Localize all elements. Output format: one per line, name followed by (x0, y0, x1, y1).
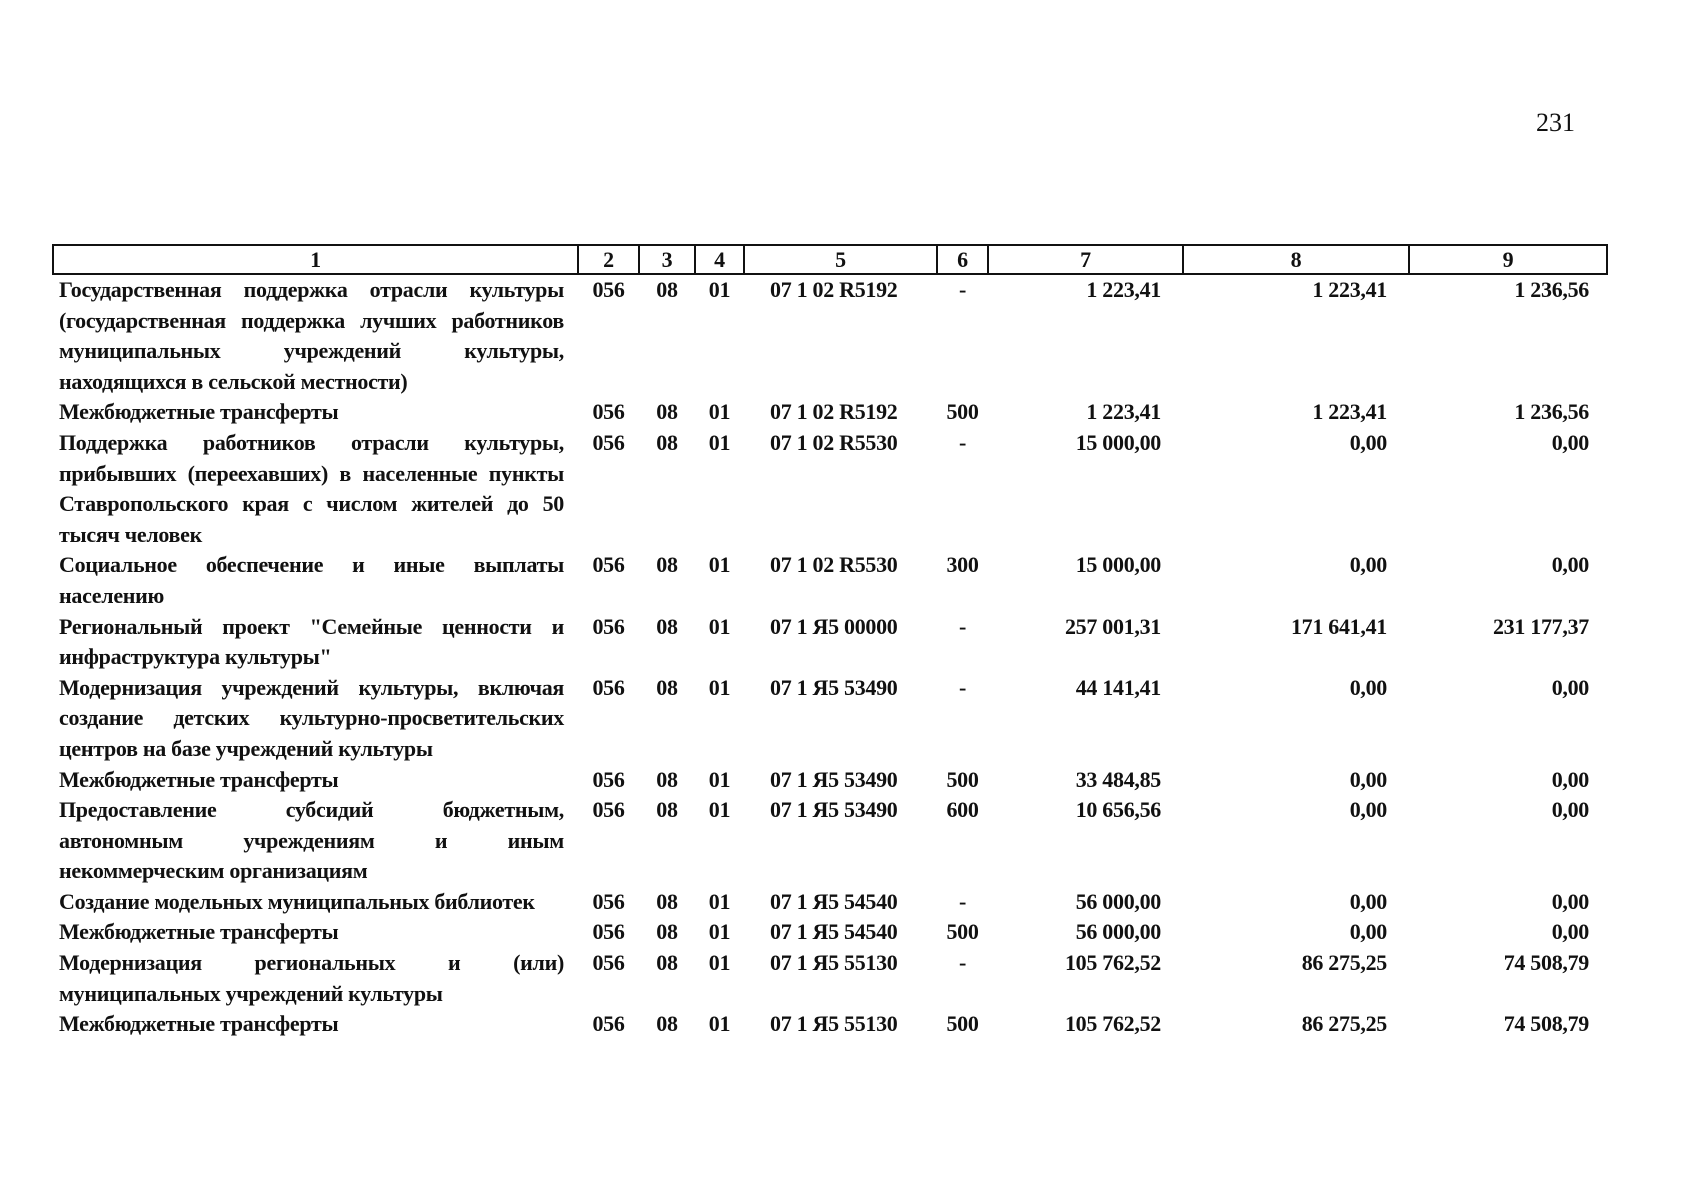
cell-amount-9: 0,00 (1551, 766, 1589, 792)
row-name: Государственная поддержка отрасли культуры (государственная поддержка лучших работников муниципальных учреждений культуры, находящихся в сельской местности) (59, 277, 564, 394)
cell-code-4: 01 (708, 277, 731, 302)
row-name: Межбюджетные трансферты (59, 766, 339, 792)
cell-code-2: 056 (592, 399, 625, 425)
cell-target-code: 07 1 Я5 55130 (770, 1011, 898, 1037)
cell-type-code: 500 (946, 919, 979, 945)
cell-amount-7: 44 141,41 (1075, 674, 1161, 700)
cell-amount-8: 0,00 (1349, 766, 1387, 792)
cell-code-2: 056 (592, 1011, 625, 1037)
cell-amount-7: 257 001,31 (1064, 613, 1161, 639)
header-row (53, 245, 1607, 274)
column-header: 6 (937, 245, 988, 274)
column-header: 3 (639, 245, 695, 274)
cell-target-code: 07 1 02 R5530 (770, 552, 898, 578)
cell-amount-8: 0,00 (1349, 888, 1387, 914)
cell-amount-8: 0,00 (1349, 552, 1387, 578)
cell-code-2: 056 (592, 552, 625, 578)
row-name: Межбюджетные трансферты (59, 1011, 339, 1037)
table-row (53, 1009, 1607, 1040)
cell-code-3: 08 (656, 429, 678, 455)
cell-target-code: 07 1 Я5 00000 (770, 613, 898, 639)
table-row (53, 765, 1607, 796)
cell-type-code: - (958, 429, 967, 455)
cell-amount-9: 1 236,56 (1514, 399, 1589, 425)
table-row (53, 612, 1607, 673)
row-name: Модернизация учреждений культуры, включая создание детских культурно-просветительских центров на базе учреждений культуры (59, 674, 564, 761)
cell-amount-9: 231 177,37 (1492, 613, 1589, 639)
cell-code-2: 056 (592, 429, 625, 455)
cell-code-4: 01 (708, 1011, 731, 1037)
cell-code-3: 08 (656, 888, 678, 914)
row-name: Предоставление субсидий бюджетным, автономным учреждениям и иным некоммерческим организациям (59, 797, 564, 884)
row-name: Межбюджетные трансферты (59, 399, 339, 425)
column-header: 2 (578, 245, 639, 274)
cell-amount-8: 0,00 (1349, 919, 1387, 945)
cell-amount-7: 56 000,00 (1075, 888, 1161, 914)
cell-code-3: 08 (656, 613, 678, 639)
cell-amount-8: 0,00 (1349, 429, 1387, 455)
column-header: 4 (695, 245, 744, 274)
table-row (53, 428, 1607, 550)
cell-type-code: - (958, 888, 967, 914)
cell-amount-7: 1 223,41 (1086, 399, 1161, 425)
cell-code-2: 056 (592, 613, 625, 639)
cell-amount-7: 10 656,56 (1075, 797, 1161, 823)
budget-table (52, 244, 1608, 1040)
cell-target-code: 07 1 02 R5530 (770, 429, 898, 455)
cell-amount-9: 0,00 (1551, 429, 1589, 455)
cell-type-code: 600 (946, 797, 979, 823)
table-row (53, 673, 1607, 765)
cell-type-code: - (958, 950, 967, 976)
cell-target-code: 07 1 Я5 55130 (770, 950, 898, 976)
cell-code-4: 01 (708, 613, 731, 639)
cell-amount-9: 0,00 (1551, 797, 1589, 823)
row-name: Региональный проект "Семейные ценности и инфраструктура культуры" (59, 613, 564, 670)
cell-amount-8: 86 275,25 (1301, 950, 1387, 976)
cell-code-2: 056 (592, 766, 625, 792)
cell-code-3: 08 (656, 1011, 678, 1037)
cell-target-code: 07 1 Я5 53490 (770, 766, 898, 792)
cell-amount-8: 1 223,41 (1312, 399, 1387, 425)
column-header: 9 (1409, 245, 1607, 274)
table-row (53, 887, 1607, 918)
cell-code-3: 08 (656, 399, 678, 425)
cell-target-code: 07 1 02 R5192 (770, 399, 898, 425)
table-row (53, 397, 1607, 428)
cell-code-3: 08 (656, 277, 678, 302)
cell-amount-8: 1 223,41 (1312, 277, 1387, 302)
cell-code-3: 08 (656, 552, 678, 578)
cell-target-code: 07 1 02 R5192 (770, 277, 898, 302)
cell-code-2: 056 (592, 919, 625, 945)
cell-amount-9: 1 236,56 (1514, 277, 1589, 302)
table-body (53, 274, 1607, 1040)
table-row (53, 917, 1607, 948)
column-header: 5 (744, 245, 937, 274)
cell-amount-9: 74 508,79 (1503, 1011, 1589, 1037)
row-name: Межбюджетные трансферты (59, 919, 339, 945)
cell-amount-9: 0,00 (1551, 674, 1589, 700)
cell-code-2: 056 (592, 674, 625, 700)
cell-amount-9: 0,00 (1551, 888, 1589, 914)
cell-code-2: 056 (592, 797, 625, 823)
cell-code-2: 056 (592, 950, 625, 976)
cell-amount-7: 105 762,52 (1064, 1011, 1161, 1037)
cell-code-3: 08 (656, 797, 678, 823)
cell-code-4: 01 (708, 919, 731, 945)
cell-code-2: 056 (592, 277, 625, 302)
cell-target-code: 07 1 Я5 53490 (770, 797, 898, 823)
cell-amount-8: 0,00 (1349, 797, 1387, 823)
cell-amount-8: 171 641,41 (1290, 613, 1387, 639)
cell-code-4: 01 (708, 429, 731, 455)
row-name: Создание модельных муниципальных библиотек (59, 888, 535, 914)
cell-amount-7: 56 000,00 (1075, 919, 1161, 945)
cell-target-code: 07 1 Я5 53490 (770, 674, 898, 700)
cell-code-4: 01 (708, 797, 731, 823)
cell-amount-8: 86 275,25 (1301, 1011, 1387, 1037)
row-name: Социальное обеспечение и иные выплаты населению (59, 552, 564, 608)
table-row (53, 948, 1607, 1009)
column-header: 1 (53, 245, 578, 274)
table-row (53, 550, 1607, 611)
cell-amount-9: 74 508,79 (1503, 950, 1589, 976)
cell-code-4: 01 (708, 399, 731, 425)
row-name: Модернизация региональных и (или) муниципальных учреждений культуры (59, 950, 564, 1006)
table-row (53, 274, 1607, 397)
cell-amount-7: 33 484,85 (1075, 766, 1161, 792)
cell-code-3: 08 (656, 950, 678, 976)
cell-target-code: 07 1 Я5 54540 (770, 919, 898, 945)
cell-type-code: 300 (946, 552, 979, 578)
cell-type-code: 500 (946, 399, 979, 425)
cell-type-code: - (958, 674, 967, 700)
cell-type-code: - (958, 613, 967, 639)
cell-amount-7: 105 762,52 (1064, 950, 1161, 976)
cell-target-code: 07 1 Я5 54540 (770, 888, 898, 914)
cell-code-3: 08 (656, 674, 678, 700)
cell-amount-9: 0,00 (1551, 552, 1589, 578)
column-header: 8 (1183, 245, 1409, 274)
cell-code-3: 08 (656, 766, 678, 792)
cell-code-4: 01 (708, 950, 731, 976)
cell-code-4: 01 (708, 552, 731, 578)
cell-type-code: - (958, 277, 967, 302)
cell-type-code: 500 (946, 766, 979, 792)
cell-amount-7: 1 223,41 (1086, 277, 1161, 302)
cell-type-code: 500 (946, 1011, 979, 1037)
cell-code-4: 01 (708, 766, 731, 792)
cell-amount-7: 15 000,00 (1075, 429, 1161, 455)
cell-code-4: 01 (708, 674, 731, 700)
column-header: 7 (988, 245, 1183, 274)
cell-code-4: 01 (708, 888, 731, 914)
cell-code-3: 08 (656, 919, 678, 945)
cell-amount-9: 0,00 (1551, 919, 1589, 945)
page-number: 231 (1536, 108, 1575, 137)
table-row (53, 795, 1607, 887)
cell-amount-7: 15 000,00 (1075, 552, 1161, 578)
cell-code-2: 056 (592, 888, 625, 914)
cell-amount-8: 0,00 (1349, 674, 1387, 700)
row-name: Поддержка работников отрасли культуры, прибывших (переехавших) в населенные пункты Ставропольского края с числом жителей до 50 тысяч человек (59, 429, 564, 547)
